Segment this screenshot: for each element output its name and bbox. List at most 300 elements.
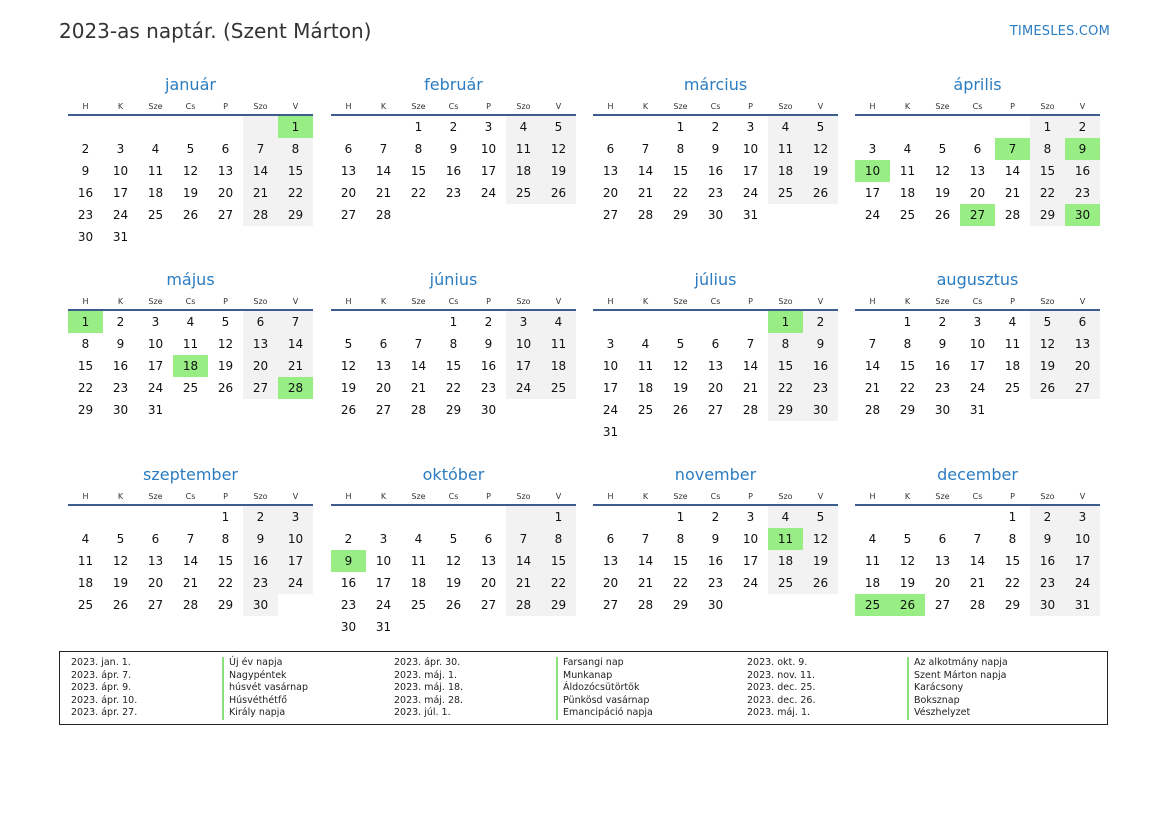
- day-cell: 30: [707, 208, 724, 222]
- day-cell: 22: [672, 576, 689, 590]
- day-cell: 18: [637, 381, 654, 395]
- day-cell: 28: [375, 208, 392, 222]
- weekday-label: Sze: [401, 488, 436, 505]
- empty-cell: [541, 399, 576, 421]
- month-5: [68, 267, 313, 447]
- day-cell: 28: [1004, 208, 1021, 222]
- weekday-label: H: [593, 293, 628, 310]
- day-cell: 13: [217, 164, 234, 178]
- day-cell: 13: [480, 554, 497, 568]
- day-cell: 15: [672, 554, 689, 568]
- empty-cell: [401, 310, 436, 333]
- day-cell: 15: [410, 164, 427, 178]
- day-cell: 21: [1004, 186, 1021, 200]
- empty-cell: [506, 505, 541, 528]
- day-cell: 17: [1065, 550, 1100, 572]
- day-cell: 5: [803, 115, 838, 138]
- weekday-label: Sze: [401, 293, 436, 310]
- weekday-label: Cs: [698, 293, 733, 310]
- holiday-date: 2023. dec. 26.: [747, 694, 816, 706]
- day-cell: 26: [1030, 377, 1065, 399]
- holiday-name: húsvét vasárnap: [222, 682, 308, 695]
- weekday-label: Sze: [925, 98, 960, 115]
- empty-cell: [401, 505, 436, 528]
- month-3: [593, 72, 838, 252]
- day-cell: 22: [410, 186, 427, 200]
- day-cell: 20: [707, 381, 724, 395]
- empty-cell: [138, 505, 173, 528]
- weekday-label: H: [593, 98, 628, 115]
- day-cell: 15: [768, 355, 803, 377]
- day-cell: 25: [768, 572, 803, 594]
- holiday-name: Az alkotmány napja: [907, 657, 1008, 670]
- day-cell: 23: [112, 381, 129, 395]
- calendar-grid: [68, 72, 1102, 652]
- day-cell: 17: [147, 359, 164, 373]
- month-6: [331, 267, 576, 447]
- day-cell: 6: [606, 142, 615, 156]
- day-cell: 17: [375, 576, 392, 590]
- weekday-label: V: [803, 98, 838, 115]
- empty-cell: [628, 310, 663, 333]
- day-cell: 12: [803, 138, 838, 160]
- day-cell: 4: [506, 115, 541, 138]
- day-cell: 3: [1065, 505, 1100, 528]
- day-cell: 16: [934, 359, 951, 373]
- day-cell: 4: [541, 310, 576, 333]
- day-cell: 31: [147, 403, 164, 417]
- holiday-name: Húsvéthétfő: [222, 695, 287, 708]
- day-cell: 10: [506, 333, 541, 355]
- day-cell: 12: [541, 138, 576, 160]
- empty-cell: [436, 505, 471, 528]
- day-cell: 23: [1065, 182, 1100, 204]
- day-cell: 26: [445, 598, 462, 612]
- day-cell: 3: [379, 532, 388, 546]
- day-cell: 31: [375, 620, 392, 634]
- day-cell: 1: [676, 510, 685, 524]
- day-cell: 28: [969, 598, 986, 612]
- holiday-name: Király napja: [222, 707, 285, 720]
- empty-cell: [890, 505, 925, 528]
- day-cell: 5: [938, 142, 947, 156]
- day-cell: 10: [969, 337, 986, 351]
- weekday-label: P: [471, 293, 506, 310]
- day-cell: 11: [637, 359, 654, 373]
- day-cell: 25: [637, 403, 654, 417]
- holiday-date: 2023. ápr. 30.: [394, 657, 461, 668]
- day-cell: 8: [414, 142, 423, 156]
- empty-cell: [628, 115, 663, 138]
- day-cell: 30: [707, 598, 724, 612]
- weekday-label: Cs: [436, 488, 471, 505]
- weekday-label: Szo: [506, 488, 541, 505]
- day-cell: 13: [602, 554, 619, 568]
- day-cell: 21: [243, 182, 278, 204]
- day-cell: 13: [707, 359, 724, 373]
- day-cell: 6: [484, 532, 493, 546]
- day-cell: 13: [375, 359, 392, 373]
- weekday-label: K: [890, 98, 925, 115]
- day-cell: 28: [278, 377, 313, 399]
- day-cell: 20: [1065, 355, 1100, 377]
- day-cell: 13: [340, 164, 357, 178]
- empty-cell: [768, 421, 803, 443]
- weekday-label: V: [1065, 293, 1100, 310]
- day-cell: 21: [864, 381, 881, 395]
- weekday-label: Cs: [960, 98, 995, 115]
- month-table: [331, 293, 576, 421]
- day-cell: 27: [934, 598, 951, 612]
- day-cell: 3: [484, 120, 493, 134]
- day-cell: 27: [602, 598, 619, 612]
- day-cell: 14: [637, 164, 654, 178]
- day-cell: 25: [541, 377, 576, 399]
- holiday-name: Nagypéntek: [222, 670, 287, 683]
- day-cell: 8: [1030, 138, 1065, 160]
- empty-cell: [173, 226, 208, 248]
- empty-cell: [663, 421, 698, 443]
- empty-cell: [768, 204, 803, 226]
- day-cell: 20: [480, 576, 497, 590]
- day-cell: 19: [445, 576, 462, 590]
- day-cell: 30: [340, 620, 357, 634]
- day-cell: 9: [331, 550, 366, 572]
- day-cell: 7: [868, 337, 877, 351]
- day-cell: 28: [243, 204, 278, 226]
- day-cell: 11: [1004, 337, 1021, 351]
- holiday-date: 2023. máj. 18.: [394, 682, 464, 694]
- day-cell: 20: [969, 186, 986, 200]
- day-cell: 3: [278, 505, 313, 528]
- day-cell: 23: [1030, 572, 1065, 594]
- day-cell: 9: [938, 337, 947, 351]
- weekday-label: H: [68, 488, 103, 505]
- site-link[interactable]: TIMESLES.COM: [1009, 24, 1110, 39]
- weekday-label: H: [855, 293, 890, 310]
- month-7: [593, 267, 838, 447]
- weekday-label: P: [208, 488, 243, 505]
- day-cell: 6: [973, 142, 982, 156]
- day-cell: 4: [186, 315, 195, 329]
- day-cell: 9: [243, 528, 278, 550]
- day-cell: 5: [903, 532, 912, 546]
- day-cell: 6: [1065, 310, 1100, 333]
- day-cell: 25: [768, 182, 803, 204]
- day-cell: 8: [676, 142, 685, 156]
- weekday-label: K: [628, 293, 663, 310]
- day-cell: 19: [182, 186, 199, 200]
- day-cell: 9: [116, 337, 125, 351]
- weekday-label: H: [331, 98, 366, 115]
- weekday-label: K: [628, 488, 663, 505]
- day-cell: 18: [768, 160, 803, 182]
- weekday-label: H: [855, 488, 890, 505]
- day-cell: 16: [480, 359, 497, 373]
- day-cell: 21: [182, 576, 199, 590]
- holiday-date: 2023. ápr. 27.: [71, 707, 138, 719]
- weekday-label: H: [68, 98, 103, 115]
- day-cell: 15: [1004, 554, 1021, 568]
- day-cell: 9: [711, 142, 720, 156]
- month-table: [593, 98, 838, 226]
- day-cell: 20: [602, 186, 619, 200]
- weekday-label: Sze: [925, 293, 960, 310]
- empty-cell: [855, 505, 890, 528]
- day-cell: 4: [641, 337, 650, 351]
- day-cell: 21: [969, 576, 986, 590]
- weekday-label: V: [541, 98, 576, 115]
- weekday-label: K: [628, 98, 663, 115]
- weekday-label: Szo: [1030, 488, 1065, 505]
- weekday-label: Sze: [401, 98, 436, 115]
- day-cell: 26: [934, 208, 951, 222]
- month-11: [593, 462, 838, 642]
- day-cell: 30: [934, 403, 951, 417]
- empty-cell: [628, 505, 663, 528]
- month-table: [855, 488, 1100, 616]
- day-cell: 10: [742, 142, 759, 156]
- day-cell: 26: [340, 403, 357, 417]
- weekday-label: P: [208, 293, 243, 310]
- day-cell: 12: [182, 164, 199, 178]
- weekday-label: Szo: [768, 98, 803, 115]
- day-cell: 16: [112, 359, 129, 373]
- holiday-name: Boksznap: [907, 695, 960, 708]
- day-cell: 1: [541, 505, 576, 528]
- empty-cell: [995, 115, 1030, 138]
- day-cell: 16: [1030, 550, 1065, 572]
- day-cell: 24: [1065, 572, 1100, 594]
- day-cell: 10: [855, 160, 890, 182]
- day-cell: 9: [1065, 138, 1100, 160]
- weekday-label: P: [208, 98, 243, 115]
- day-cell: 5: [541, 115, 576, 138]
- day-cell: 13: [147, 554, 164, 568]
- month-name: július: [694, 270, 737, 289]
- month-table: [68, 293, 313, 421]
- day-cell: 4: [868, 532, 877, 546]
- day-cell: 27: [147, 598, 164, 612]
- month-name: május: [166, 270, 215, 289]
- empty-cell: [173, 115, 208, 138]
- empty-cell: [243, 399, 278, 421]
- month-12: [855, 462, 1100, 642]
- day-cell: 14: [182, 554, 199, 568]
- weekday-label: V: [803, 488, 838, 505]
- day-cell: 3: [868, 142, 877, 156]
- day-cell: 26: [182, 208, 199, 222]
- day-cell: 7: [414, 337, 423, 351]
- day-cell: 12: [1030, 333, 1065, 355]
- day-cell: 2: [116, 315, 125, 329]
- weekday-label: P: [995, 488, 1030, 505]
- empty-cell: [331, 310, 366, 333]
- weekday-label: Cs: [960, 488, 995, 505]
- day-cell: 20: [375, 381, 392, 395]
- day-cell: 2: [803, 310, 838, 333]
- day-cell: 28: [182, 598, 199, 612]
- day-cell: 2: [1065, 115, 1100, 138]
- day-cell: 30: [1030, 594, 1065, 616]
- day-cell: 9: [484, 337, 493, 351]
- day-cell: 25: [182, 381, 199, 395]
- weekday-label: K: [366, 293, 401, 310]
- weekday-label: K: [103, 488, 138, 505]
- day-cell: 18: [899, 186, 916, 200]
- day-cell: 13: [602, 164, 619, 178]
- day-cell: 13: [969, 164, 986, 178]
- empty-cell: [436, 204, 471, 226]
- day-cell: 25: [77, 598, 94, 612]
- day-cell: 19: [672, 381, 689, 395]
- month-name: augusztus: [936, 270, 1019, 289]
- day-cell: 29: [77, 403, 94, 417]
- day-cell: 17: [278, 550, 313, 572]
- month-name: október: [422, 465, 485, 484]
- weekday-label: P: [995, 293, 1030, 310]
- day-cell: 30: [77, 230, 94, 244]
- day-cell: 23: [934, 381, 951, 395]
- weekday-label: Szo: [768, 488, 803, 505]
- weekday-label: P: [733, 98, 768, 115]
- empty-cell: [138, 115, 173, 138]
- day-cell: 30: [803, 399, 838, 421]
- day-cell: 19: [899, 576, 916, 590]
- day-cell: 28: [410, 403, 427, 417]
- day-cell: 23: [445, 186, 462, 200]
- month-1: [68, 72, 313, 252]
- day-cell: 26: [803, 182, 838, 204]
- day-cell: 27: [1065, 377, 1100, 399]
- day-cell: 12: [672, 359, 689, 373]
- weekday-label: V: [541, 488, 576, 505]
- day-cell: 29: [672, 208, 689, 222]
- empty-cell: [68, 115, 103, 138]
- day-cell: 17: [602, 381, 619, 395]
- empty-cell: [103, 115, 138, 138]
- day-cell: 22: [445, 381, 462, 395]
- day-cell: 24: [147, 381, 164, 395]
- day-cell: 16: [707, 164, 724, 178]
- day-cell: 24: [112, 208, 129, 222]
- day-cell: 17: [969, 359, 986, 373]
- day-cell: 27: [707, 403, 724, 417]
- day-cell: 21: [410, 381, 427, 395]
- day-cell: 10: [1065, 528, 1100, 550]
- day-cell: 13: [934, 554, 951, 568]
- weekday-label: Szo: [243, 488, 278, 505]
- empty-cell: [68, 505, 103, 528]
- empty-cell: [803, 204, 838, 226]
- holiday-date: 2023. júl. 1.: [394, 707, 451, 719]
- day-cell: 21: [637, 576, 654, 590]
- day-cell: 7: [506, 528, 541, 550]
- day-cell: 11: [77, 554, 94, 568]
- weekday-label: P: [995, 98, 1030, 115]
- day-cell: 5: [116, 532, 125, 546]
- day-cell: 11: [899, 164, 916, 178]
- day-cell: 2: [449, 120, 458, 134]
- day-cell: 7: [641, 142, 650, 156]
- day-cell: 14: [864, 359, 881, 373]
- day-cell: 23: [77, 208, 94, 222]
- day-cell: 4: [151, 142, 160, 156]
- day-cell: 20: [340, 186, 357, 200]
- day-cell: 11: [506, 138, 541, 160]
- holiday-name: Farsangi nap: [556, 657, 624, 670]
- day-cell: 15: [541, 550, 576, 572]
- day-cell: 28: [637, 208, 654, 222]
- weekday-label: Sze: [663, 293, 698, 310]
- day-cell: 14: [637, 554, 654, 568]
- day-cell: 31: [1065, 594, 1100, 616]
- empty-cell: [628, 421, 663, 443]
- weekday-label: K: [103, 98, 138, 115]
- day-cell: 3: [606, 337, 615, 351]
- day-cell: 9: [711, 532, 720, 546]
- day-cell: 3: [116, 142, 125, 156]
- day-cell: 17: [506, 355, 541, 377]
- day-cell: 2: [484, 315, 493, 329]
- day-cell: 29: [672, 598, 689, 612]
- empty-cell: [698, 310, 733, 333]
- day-cell: 7: [278, 310, 313, 333]
- day-cell: 23: [707, 186, 724, 200]
- day-cell: 26: [890, 594, 925, 616]
- day-cell: 11: [768, 138, 803, 160]
- day-cell: 13: [243, 333, 278, 355]
- month-4: [855, 72, 1100, 252]
- day-cell: 5: [221, 315, 230, 329]
- day-cell: 14: [742, 359, 759, 373]
- day-cell: 16: [707, 554, 724, 568]
- empty-cell: [401, 204, 436, 226]
- day-cell: 12: [803, 528, 838, 550]
- day-cell: 12: [340, 359, 357, 373]
- day-cell: 26: [217, 381, 234, 395]
- day-cell: 28: [506, 594, 541, 616]
- day-cell: 4: [1008, 315, 1017, 329]
- holiday-name: Szent Márton napja: [907, 670, 1006, 683]
- day-cell: 15: [1030, 160, 1065, 182]
- day-cell: 1: [278, 115, 313, 138]
- day-cell: 18: [1004, 359, 1021, 373]
- day-cell: 27: [375, 403, 392, 417]
- day-cell: 15: [217, 554, 234, 568]
- day-cell: 1: [1030, 115, 1065, 138]
- day-cell: 6: [344, 142, 353, 156]
- day-cell: 15: [77, 359, 94, 373]
- day-cell: 10: [112, 164, 129, 178]
- day-cell: 29: [445, 403, 462, 417]
- weekday-label: Cs: [698, 98, 733, 115]
- holiday-name: Áldozócsütörtök: [556, 682, 639, 695]
- day-cell: 25: [147, 208, 164, 222]
- empty-cell: [331, 505, 366, 528]
- weekday-label: K: [890, 293, 925, 310]
- day-cell: 22: [672, 186, 689, 200]
- empty-cell: [506, 616, 541, 638]
- day-cell: 8: [81, 337, 90, 351]
- day-cell: 1: [676, 120, 685, 134]
- day-cell: 9: [1030, 528, 1065, 550]
- day-cell: 3: [151, 315, 160, 329]
- day-cell: 22: [768, 377, 803, 399]
- day-cell: 28: [864, 403, 881, 417]
- empty-cell: [733, 594, 768, 616]
- empty-cell: [278, 226, 313, 248]
